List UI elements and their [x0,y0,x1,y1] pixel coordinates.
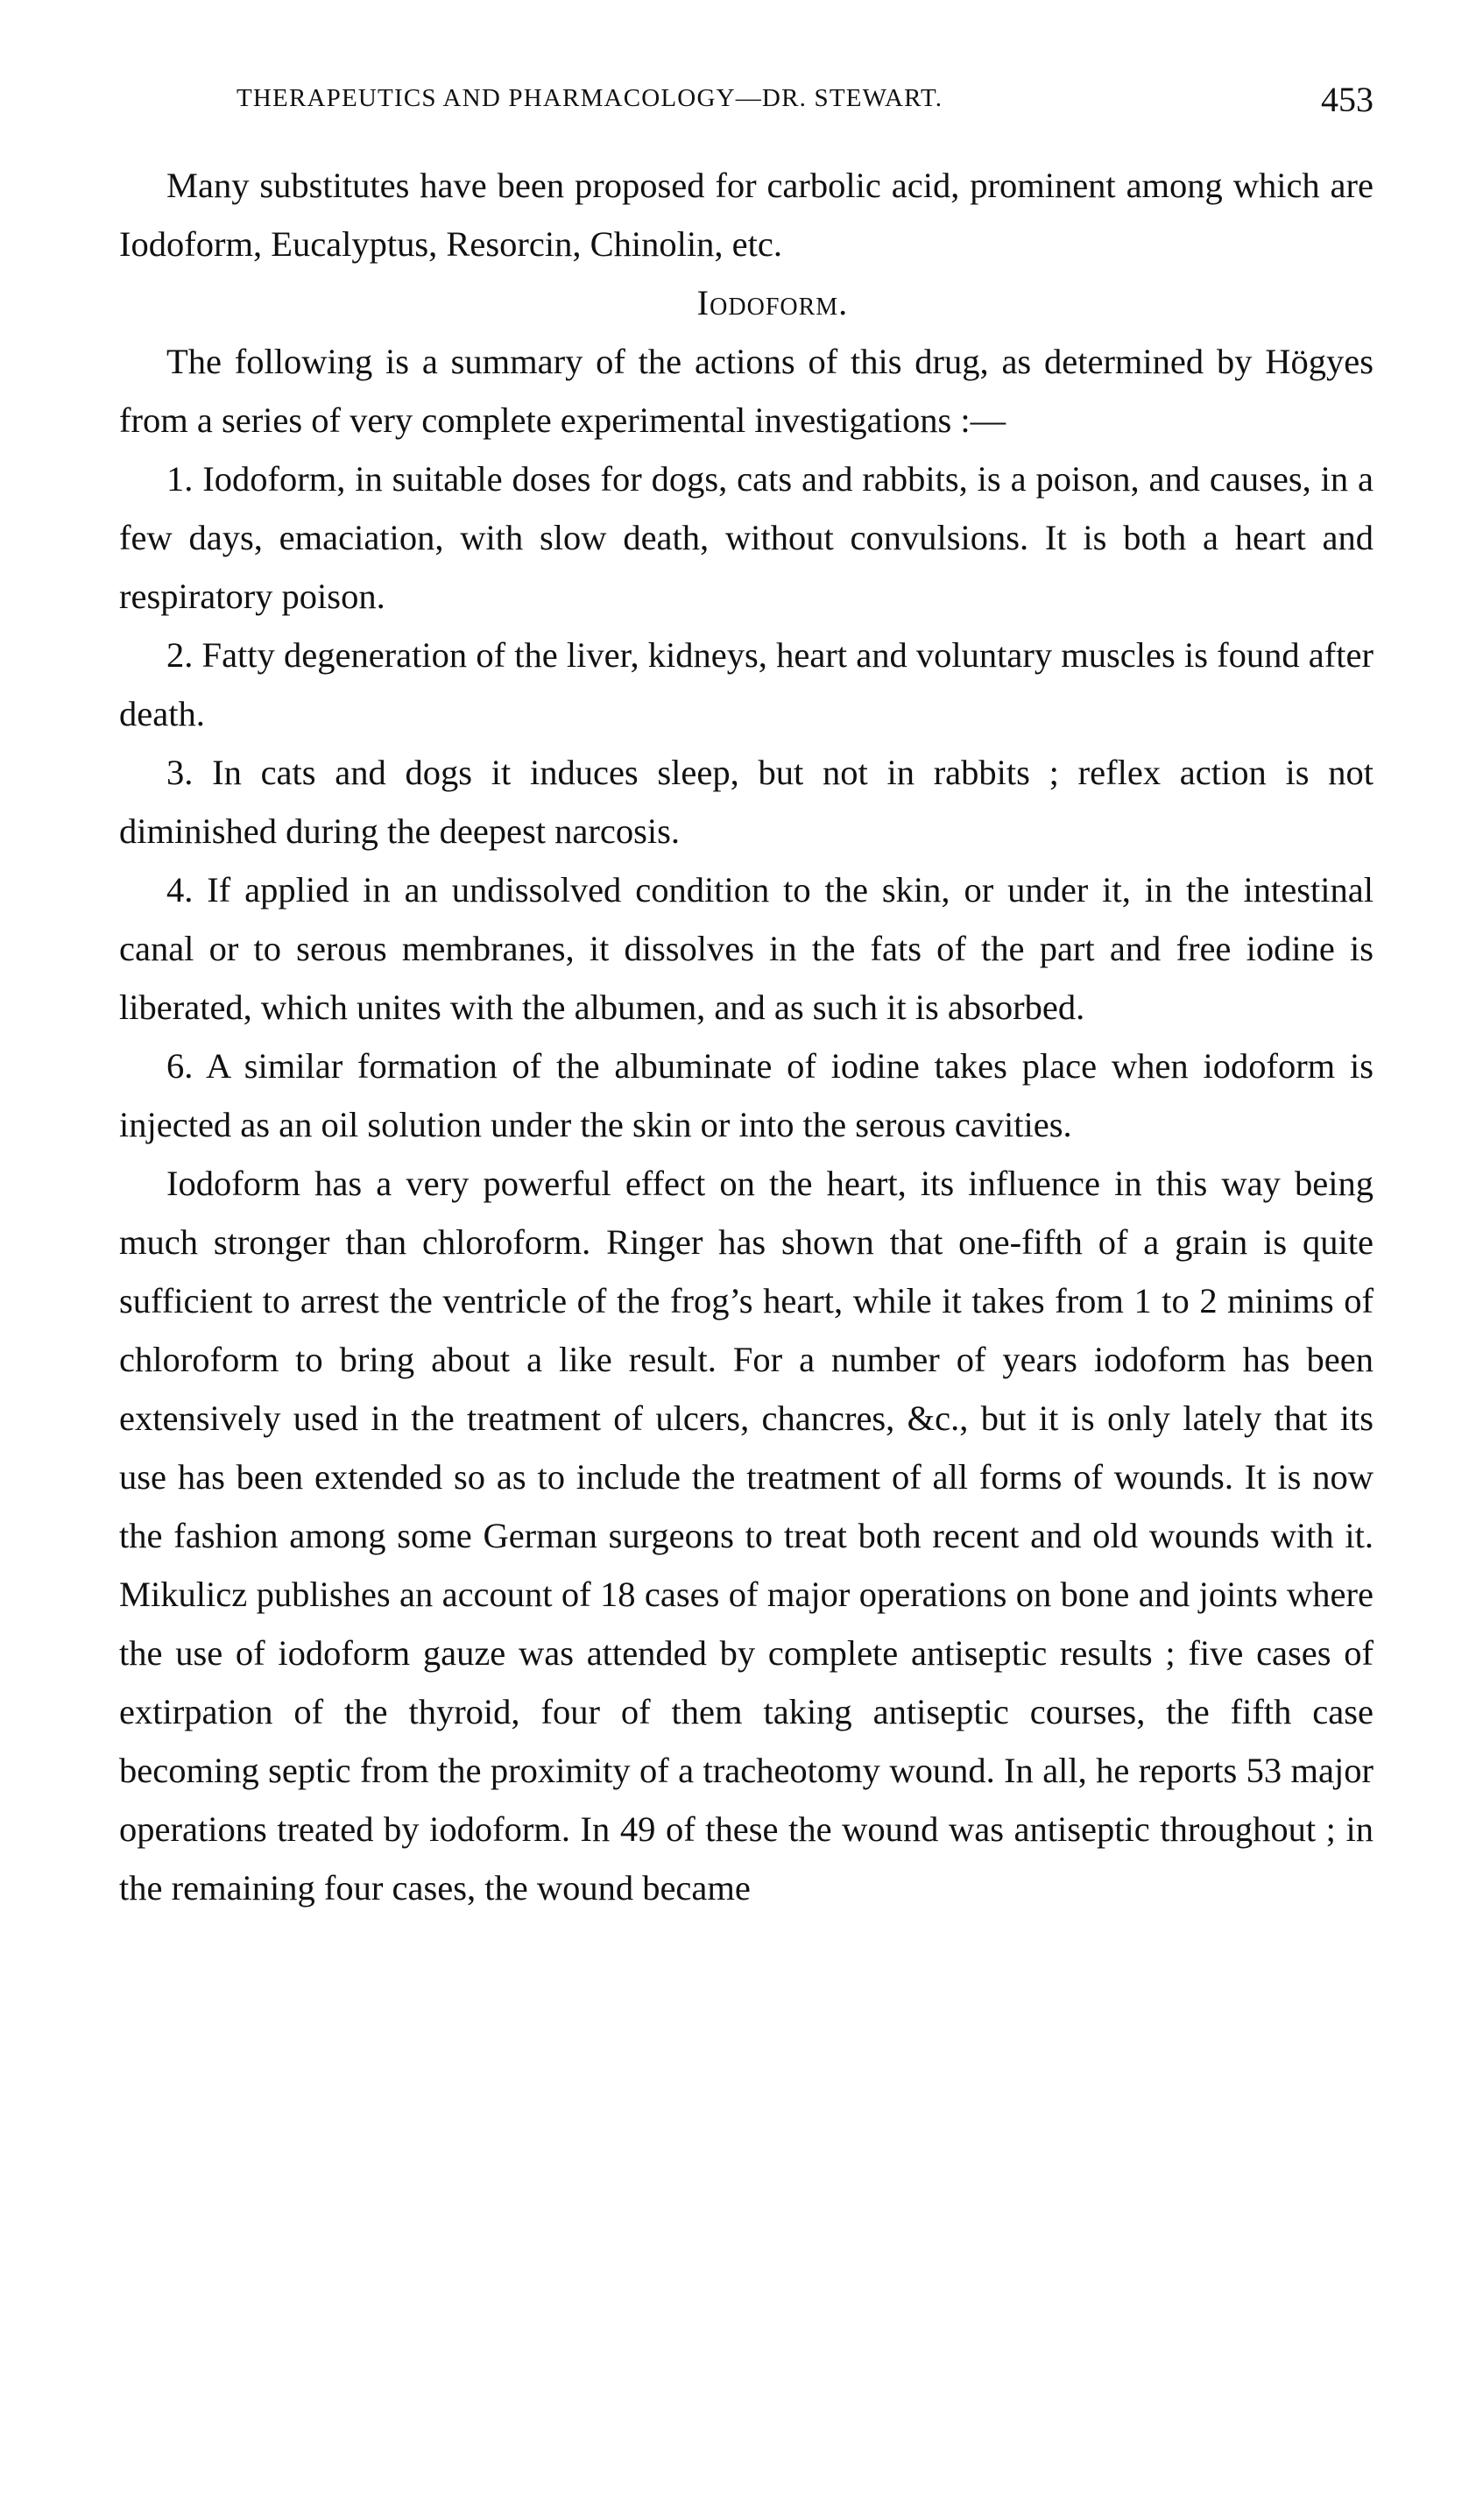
paragraph-heart-effect: Iodoform has a very powerful effect on the heart, its influence in this way being much stronger than chloroform. Ringer has shown that one-fifth of a grain is quite sufficient to arrest the ventricle of the frog’s heart, while it takes from 1 to 2 minims of chloroform to bring about a like result. For a number of years iodoform has been extensively used in the treatment of ulcers, chancres, &c., but it is only lately that its use has been extended so as to include the treatment of all forms of wounds. It is now the fashion among some German surgeons to treat both recent and old wounds with it. Mikulicz publishes an account of 18 cases of major operations on bone and joints where the use of iodoform gauze was attended by complete antiseptic results ; five cases of extirpation of the thyroid, four of them taking antiseptic courses, the fifth case becoming septic from the proximity of a tracheotomy wound. In all, he reports 53 major operations treated by iodoform. In 49 of these the wound was antiseptic throughout ; in the remaining four cases, the wound became [119,1164,1374,1908]
book-page [119,80,1374,1917]
list-item-3: 3. In cats and dogs it induces sleep, but not in rabbits ; reflex action is not diminished during the deepest narcosis. [119,753,1374,851]
list-item-6: 6. A similar formation of the albuminate of iodine takes place when iodoform is injected as an oil solution under the skin or into the serous cavities. [119,1046,1374,1144]
list-item-1: 1. Iodoform, in suitable doses for dogs, cats and rabbits, is a poison, and causes, in a few days, emaciation, with slow death, without convulsions. It is both a heart and respiratory poison. [119,459,1374,616]
running-head [119,80,1374,131]
section-heading-iodoform: Iodoform. [696,283,849,322]
page-number: 453 [1321,80,1374,119]
body-text [119,156,1374,1917]
list-item-4: 4. If applied in an undissolved condition to the skin, or under it, in the intestinal canal or to serous membranes, it dissolves in the fats of the part and free iodine is liberated, which unites with the albumen, and as such it is absorbed. [119,870,1374,1027]
running-title: THERAPEUTICS AND PHARMACOLOGY—DR. STEWART. [237,84,943,112]
list-item-2: 2. Fatty degeneration of the liver, kidneys, heart and voluntary muscles is found after death. [119,635,1374,733]
paragraph-substitutes: Many substitutes have been proposed for carbolic acid, prominent among which are Iodoform, Eucalyptus, Resorcin, Chinolin, etc. [119,166,1374,264]
paragraph-summary-intro: The following is a summary of the actions of this drug, as determined by Högyes from a series of very complete experimental investigations :— [119,342,1374,440]
